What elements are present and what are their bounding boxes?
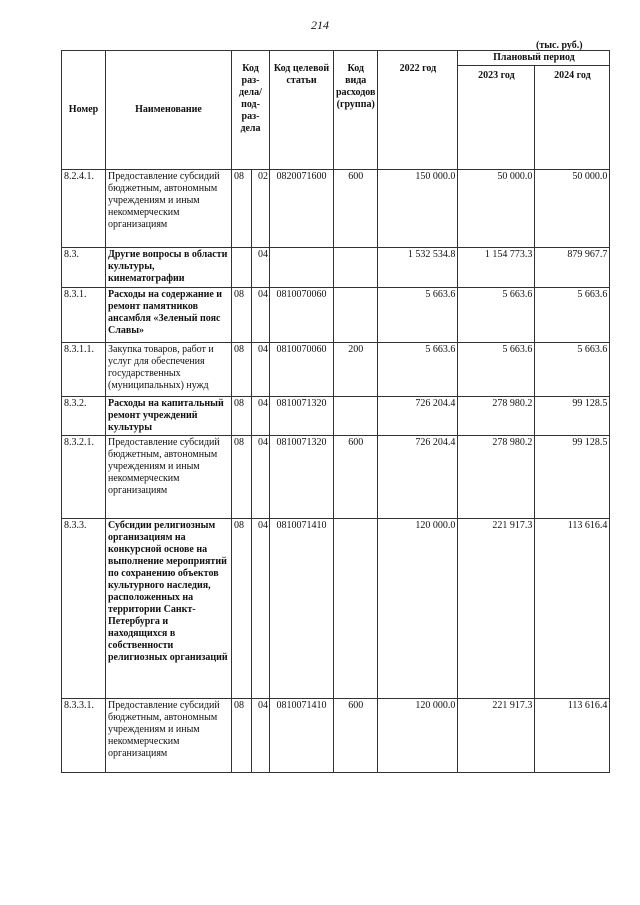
row-expense-code: 200 — [334, 343, 378, 397]
header-number: Номер — [62, 51, 106, 170]
row-amount-2024: 50 000.0 — [535, 170, 610, 248]
header-section: Код раз-дела/ под-раз-дела — [232, 51, 270, 170]
header-2022: 2022 год — [378, 51, 458, 170]
table-row — [62, 170, 610, 248]
row-expense-code — [334, 397, 378, 436]
header-2023: 2023 год — [458, 66, 535, 170]
table-row — [62, 519, 610, 699]
header-expense-type: Код вида расходов (группа) — [334, 51, 378, 170]
row-name: Расходы на капитальный ремонт учреждений культуры — [106, 397, 232, 436]
row-target-code: 0810070060 — [270, 288, 334, 343]
row-name: Предоставление субсидий бюджетным, автономным учреждениям и иным некоммерческим организациям — [106, 436, 232, 519]
row-name: Предоставление субсидий бюджетным, автономным учреждениям и иным некоммерческим организациям — [106, 170, 232, 248]
row-amount-2022: 726 204.4 — [378, 397, 458, 436]
row-amount-2022: 726 204.4 — [378, 436, 458, 519]
row-section: 08 — [232, 343, 252, 397]
row-amount-2023: 1 154 773.3 — [458, 248, 535, 288]
row-subsection: 04 — [252, 519, 270, 699]
header-target: Код целевой статьи — [270, 51, 334, 170]
row-section: 08 — [232, 436, 252, 519]
row-name: Закупка товаров, работ и услуг для обеспечения государственных (муниципальных) нужд — [106, 343, 232, 397]
row-section: 08 — [232, 397, 252, 436]
row-amount-2024: 99 128.5 — [535, 397, 610, 436]
row-section: 08 — [232, 519, 252, 699]
row-subsection: 04 — [252, 248, 270, 288]
row-number: 8.3.1. — [62, 288, 106, 343]
row-number: 8.3. — [62, 248, 106, 288]
row-amount-2023: 278 980.2 — [458, 436, 535, 519]
row-amount-2023: 50 000.0 — [458, 170, 535, 248]
row-subsection: 04 — [252, 699, 270, 773]
row-number: 8.2.4.1. — [62, 170, 106, 248]
row-amount-2024: 113 616.4 — [535, 519, 610, 699]
row-expense-code: 600 — [334, 699, 378, 773]
row-amount-2024: 99 128.5 — [535, 436, 610, 519]
row-target-code: 0810071410 — [270, 699, 334, 773]
row-section — [232, 248, 252, 288]
row-number: 8.3.3. — [62, 519, 106, 699]
row-target-code: 0810070060 — [270, 343, 334, 397]
row-target-code: 0810071320 — [270, 397, 334, 436]
row-name: Расходы на содержание и ремонт памятников ансамбля «Зеленый пояс Славы» — [106, 288, 232, 343]
row-amount-2023: 221 917.3 — [458, 699, 535, 773]
row-expense-code — [334, 248, 378, 288]
header-2024: 2024 год — [535, 66, 610, 170]
row-amount-2023: 278 980.2 — [458, 397, 535, 436]
row-section: 08 — [232, 170, 252, 248]
row-amount-2022: 150 000.0 — [378, 170, 458, 248]
row-amount-2022: 5 663.6 — [378, 288, 458, 343]
row-subsection: 02 — [252, 170, 270, 248]
row-amount-2023: 5 663.6 — [458, 343, 535, 397]
row-number: 8.3.1.1. — [62, 343, 106, 397]
row-expense-code — [334, 519, 378, 699]
row-subsection: 04 — [252, 397, 270, 436]
row-name: Предоставление субсидий бюджетным, автономным учреждениям и иным некоммерческим организациям — [106, 699, 232, 773]
row-number: 8.3.2. — [62, 397, 106, 436]
row-amount-2023: 5 663.6 — [458, 288, 535, 343]
table-row — [62, 436, 610, 519]
row-target-code: 0820071600 — [270, 170, 334, 248]
page-number: 214 — [311, 18, 329, 32]
row-target-code: 0810071410 — [270, 519, 334, 699]
row-amount-2023: 221 917.3 — [458, 519, 535, 699]
row-expense-code: 600 — [334, 436, 378, 519]
row-amount-2024: 113 616.4 — [535, 699, 610, 773]
row-section: 08 — [232, 699, 252, 773]
row-section: 08 — [232, 288, 252, 343]
table-row — [62, 248, 610, 288]
table-row — [62, 288, 610, 343]
table-header — [62, 51, 610, 170]
header-name: Наименование — [106, 51, 232, 170]
row-amount-2022: 5 663.6 — [378, 343, 458, 397]
row-amount-2022: 120 000.0 — [378, 519, 458, 699]
row-amount-2022: 1 532 534.8 — [378, 248, 458, 288]
row-subsection: 04 — [252, 343, 270, 397]
row-subsection: 04 — [252, 288, 270, 343]
row-name: Субсидии религиозным организациям на конкурсной основе на выполнение мероприятий по сохранению объектов культурного наследия, расположенных на территории Санкт-Петербурга и находящихся в собственности религиозных организаций — [106, 519, 232, 699]
table-body — [62, 170, 610, 773]
row-expense-code: 600 — [334, 170, 378, 248]
row-number: 8.3.2.1. — [62, 436, 106, 519]
row-amount-2024: 5 663.6 — [535, 288, 610, 343]
header-plan-period: Плановый период — [458, 51, 610, 66]
table-row — [62, 343, 610, 397]
row-subsection: 04 — [252, 436, 270, 519]
budget-table — [61, 50, 610, 773]
row-target-code — [270, 248, 334, 288]
row-amount-2024: 879 967.7 — [535, 248, 610, 288]
table-row — [62, 397, 610, 436]
row-amount-2024: 5 663.6 — [535, 343, 610, 397]
table-row — [62, 699, 610, 773]
row-amount-2022: 120 000.0 — [378, 699, 458, 773]
row-number: 8.3.3.1. — [62, 699, 106, 773]
row-expense-code — [334, 288, 378, 343]
units-label: (тыс. руб.) — [536, 40, 583, 51]
row-name: Другие вопросы в области культуры, кинематографии — [106, 248, 232, 288]
row-target-code: 0810071320 — [270, 436, 334, 519]
